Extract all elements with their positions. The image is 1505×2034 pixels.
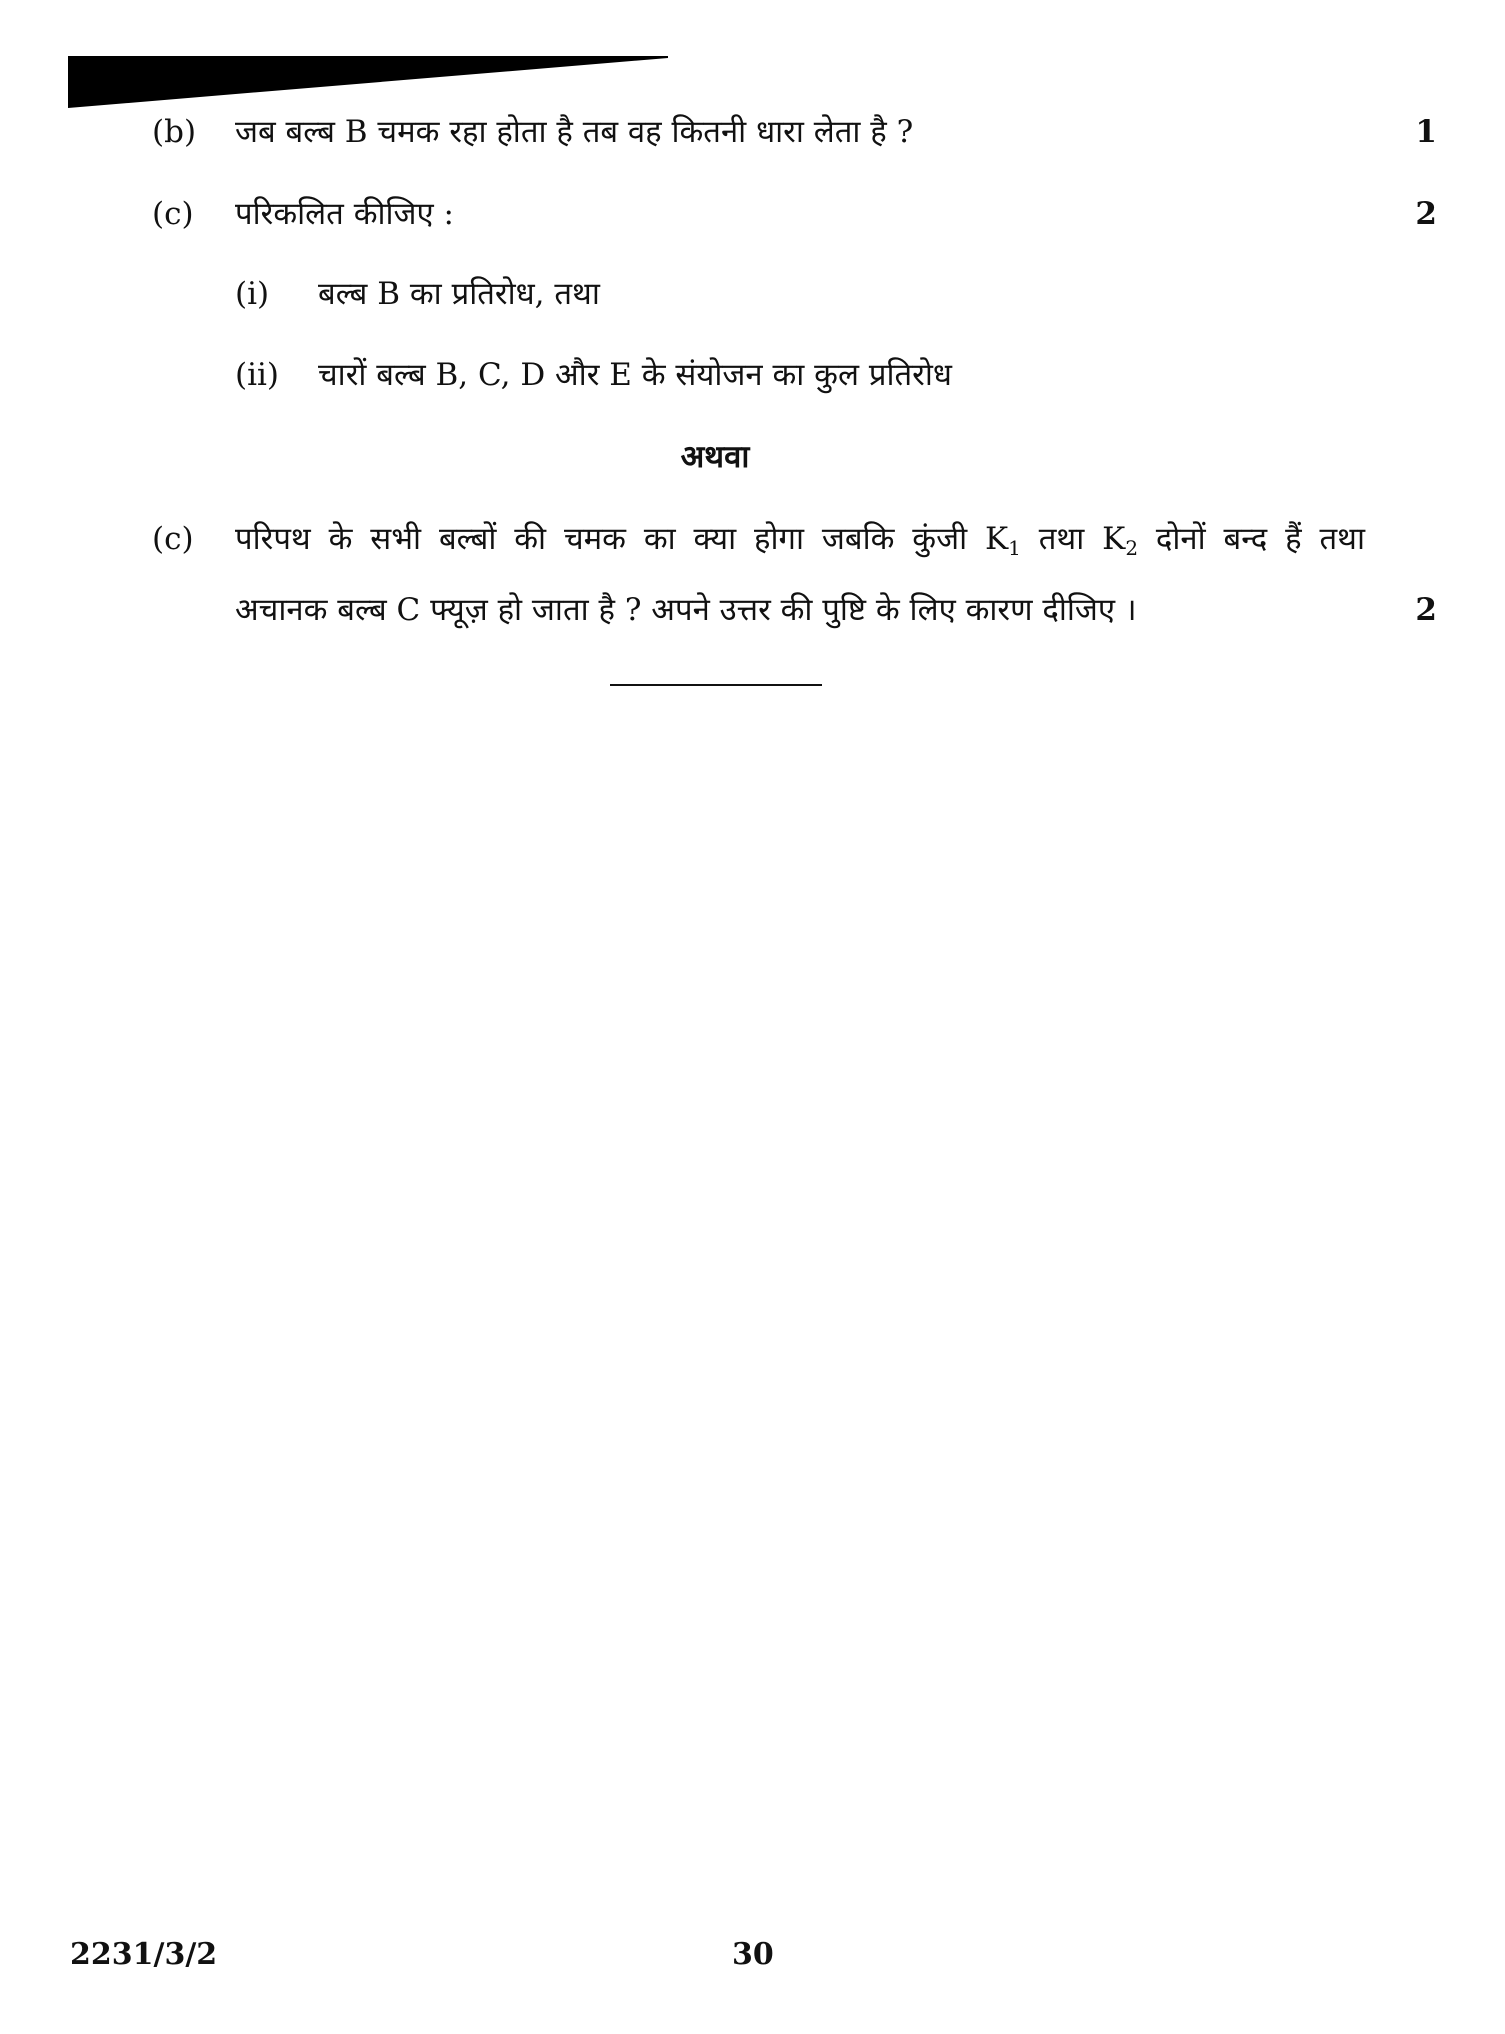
question-b-text: जब बल्ब B चमक रहा होता है तब वह कितनी धारा लेता है ? (235, 114, 914, 150)
question-c-alt-line-1-part-1: परिपथ के सभी बल्बों की चमक का क्या होगा जबकि कुंजी K (235, 521, 1009, 557)
footer-page-number: 30 (732, 1937, 774, 1972)
question-c-marks: 2 (1415, 196, 1437, 232)
key-subscript-2: 2 (1125, 536, 1139, 560)
question-c-text: परिकलित कीजिए : (235, 196, 455, 232)
question-b-label: (b) (152, 114, 197, 150)
subpart-ii-text: चारों बल्ब B, C, D और E के संयोजन का कुल प्रतिरोध (318, 357, 952, 393)
question-c-label: (c) (152, 196, 194, 232)
or-heading: अथवा (680, 439, 750, 475)
footer-paper-code: 2231/3/2 (70, 1937, 218, 1972)
question-c-alt-line-1-part-2: तथा K (1020, 521, 1126, 557)
subpart-i-label: (i) (235, 276, 270, 312)
header-black-bar (68, 56, 668, 108)
subpart-i-text: बल्ब B का प्रतिरोध, तथा (318, 276, 600, 312)
key-subscript-1: 1 (1008, 536, 1021, 560)
question-c-alt-line-2: अचानक बल्ब C फ्यूज़ हो जाता है ? अपने उत्तर की पुष्टि के लिए कारण दीजिए । (235, 592, 1137, 628)
question-b-marks: 1 (1415, 114, 1437, 150)
subpart-ii-label: (ii) (235, 357, 280, 393)
question-c-alt-line-1-part-3: दोनों बन्द हैं तथा (1138, 521, 1365, 557)
question-c-alt-marks: 2 (1415, 592, 1437, 628)
end-of-questions-rule (610, 684, 822, 686)
question-c-alt-line-1 (235, 519, 1365, 559)
question-c-alt-label: (c) (152, 521, 194, 557)
